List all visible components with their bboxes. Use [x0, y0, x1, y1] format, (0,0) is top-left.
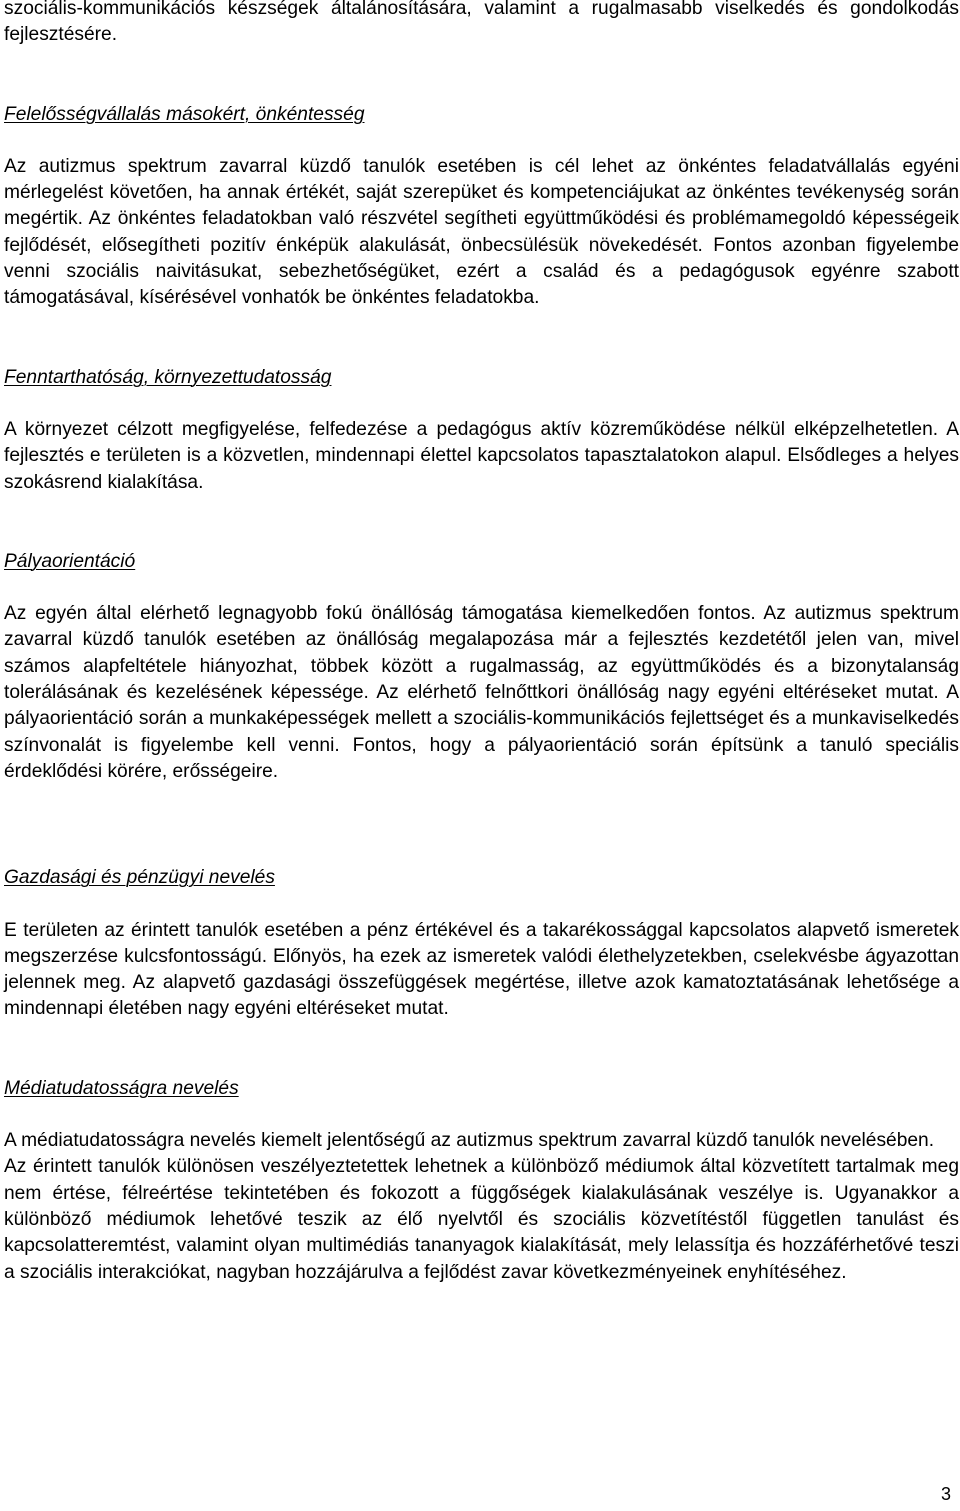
section-paragraph: A környezet célzott megfigyelése, felfedezése a pedagógus aktív közreműködése nélkül elképzelhetetlen. A fejlesztés e területen is a közvetlen, mindennapi élettel kapcsolatos tapasztalatokon alapul. Elsődleges a helyes szokásrend kialakítása. [4, 418, 959, 493]
spacer [4, 391, 959, 417]
section-paragraph: E területen az érintett tanulók esetében a pénz értékével és a takarékossággal kapcsolatos alapvető ismeretek megszerzése kulcsfontosságú. Előnyös, ha ezek az ismeretek valódi élethelyzetekben, cselekvésbe ágyazottan jelennek meg. Az alapvető gazdasági összefüggések megértése, illetve azok kamatoztatásának lehetősége a mindennapi életében nagy egyéni eltéréseket mutat. [4, 919, 959, 1020]
spacer [4, 1023, 959, 1076]
section-heading: Gazdasági és pénzügyi nevelés [4, 867, 275, 889]
section-paragraph: Az egyén által elérhető legnagyobb fokú önállóság támogatása kiemelkedően fontos. Az autizmus spektrum zavarral küzdő tanulók esetében az önállóság megalapozása már a fejlesztés kezdetétől jelen van, mivel számos alapfeltétele hiányozhat, többek között a rugalmasság, az együttműködés és a bizonytalanság tolerálásának és kezelésének képessége. Az elérhető felnőttkori önállóság nagy egyéni eltéréseket mutat. A pályaorientáció során a munkaképességek mellett a szociális-kommunikációs fejlettséget és a munkaviselkedés színvonalát is figyelembe kell venni. Fontos, hogy a pályaorientáció során építsünk a tanuló speciális érdeklődési körére, erősségeire. [4, 603, 959, 782]
section-volunteering [4, 102, 959, 312]
section-sustainability [4, 365, 959, 496]
section-media-literacy [4, 1076, 959, 1286]
spacer [4, 785, 959, 865]
section-heading: Felelősségvállalás másokért, önkéntesség [4, 103, 365, 125]
spacer [4, 496, 959, 549]
section-heading: Fenntarthatóság, környezettudatosság [4, 366, 332, 388]
section-economic-education [4, 865, 959, 1022]
document-page [4, 0, 959, 1286]
page-number: 3 [941, 1484, 952, 1504]
spacer [4, 49, 959, 102]
intro-paragraph: szociális-kommunikációs készségek általánosítására, valamint a rugalmasabb viselkedés és gondolkodás fejlesztésére. [4, 0, 959, 46]
spacer [4, 892, 959, 918]
spacer [4, 128, 959, 154]
section-heading: Médiatudatosságra nevelés [4, 1077, 239, 1099]
spacer [4, 1102, 959, 1128]
section-paragraph: A médiatudatosságra nevelés kiemelt jelentőségű az autizmus spektrum zavarral küzdő tanulók nevelésében. [4, 1130, 935, 1152]
section-paragraph: Az érintett tanulók különösen veszélyeztetettek lehetnek a különböző médiumok által közvetített tartalmak meg nem értése, félreértése tekintetében és fokozott a függőségek kialakulásának veszélye is. Ugyanakkor a különböző médiumok lehetővé teszik az élő nyelvtől és szociális közvetítéstől független tanulást és kapcsolatteremtést, valamint olyan multimédiás tananyagok kialakítását, mely lelassítja és hozzáférhetővé teszi a szociális interakciókat, nagyban hozzájárulva a fejlődést zavar következményeinek enyhítéséhez. [4, 1156, 959, 1283]
spacer [4, 312, 959, 365]
section-paragraph: Az autizmus spektrum zavarral küzdő tanulók esetében is cél lehet az önkéntes feladatvállalás egyéni mérlegelést követően, ha annak értékét, saját szerepüket és kompetenciájukat az önkéntes tevékenység során megértik. Az önkéntes feladatokban való részvétel segítheti együttműködési és problémamegoldó képességeik fejlődését, elősegítheti pozitív énképük alakulását, önbecsülésük növekedését. Fontos azonban figyelembe venni szociális naivitásukat, sebezhetőségüket, ezért a család és a pedagógusok egyénre szabott támogatásával, kísérésével vonhatók be önkéntes feladatokba. [4, 155, 959, 309]
spacer [4, 575, 959, 601]
section-heading: Pályaorientáció [4, 550, 136, 572]
section-career-orientation [4, 549, 959, 785]
